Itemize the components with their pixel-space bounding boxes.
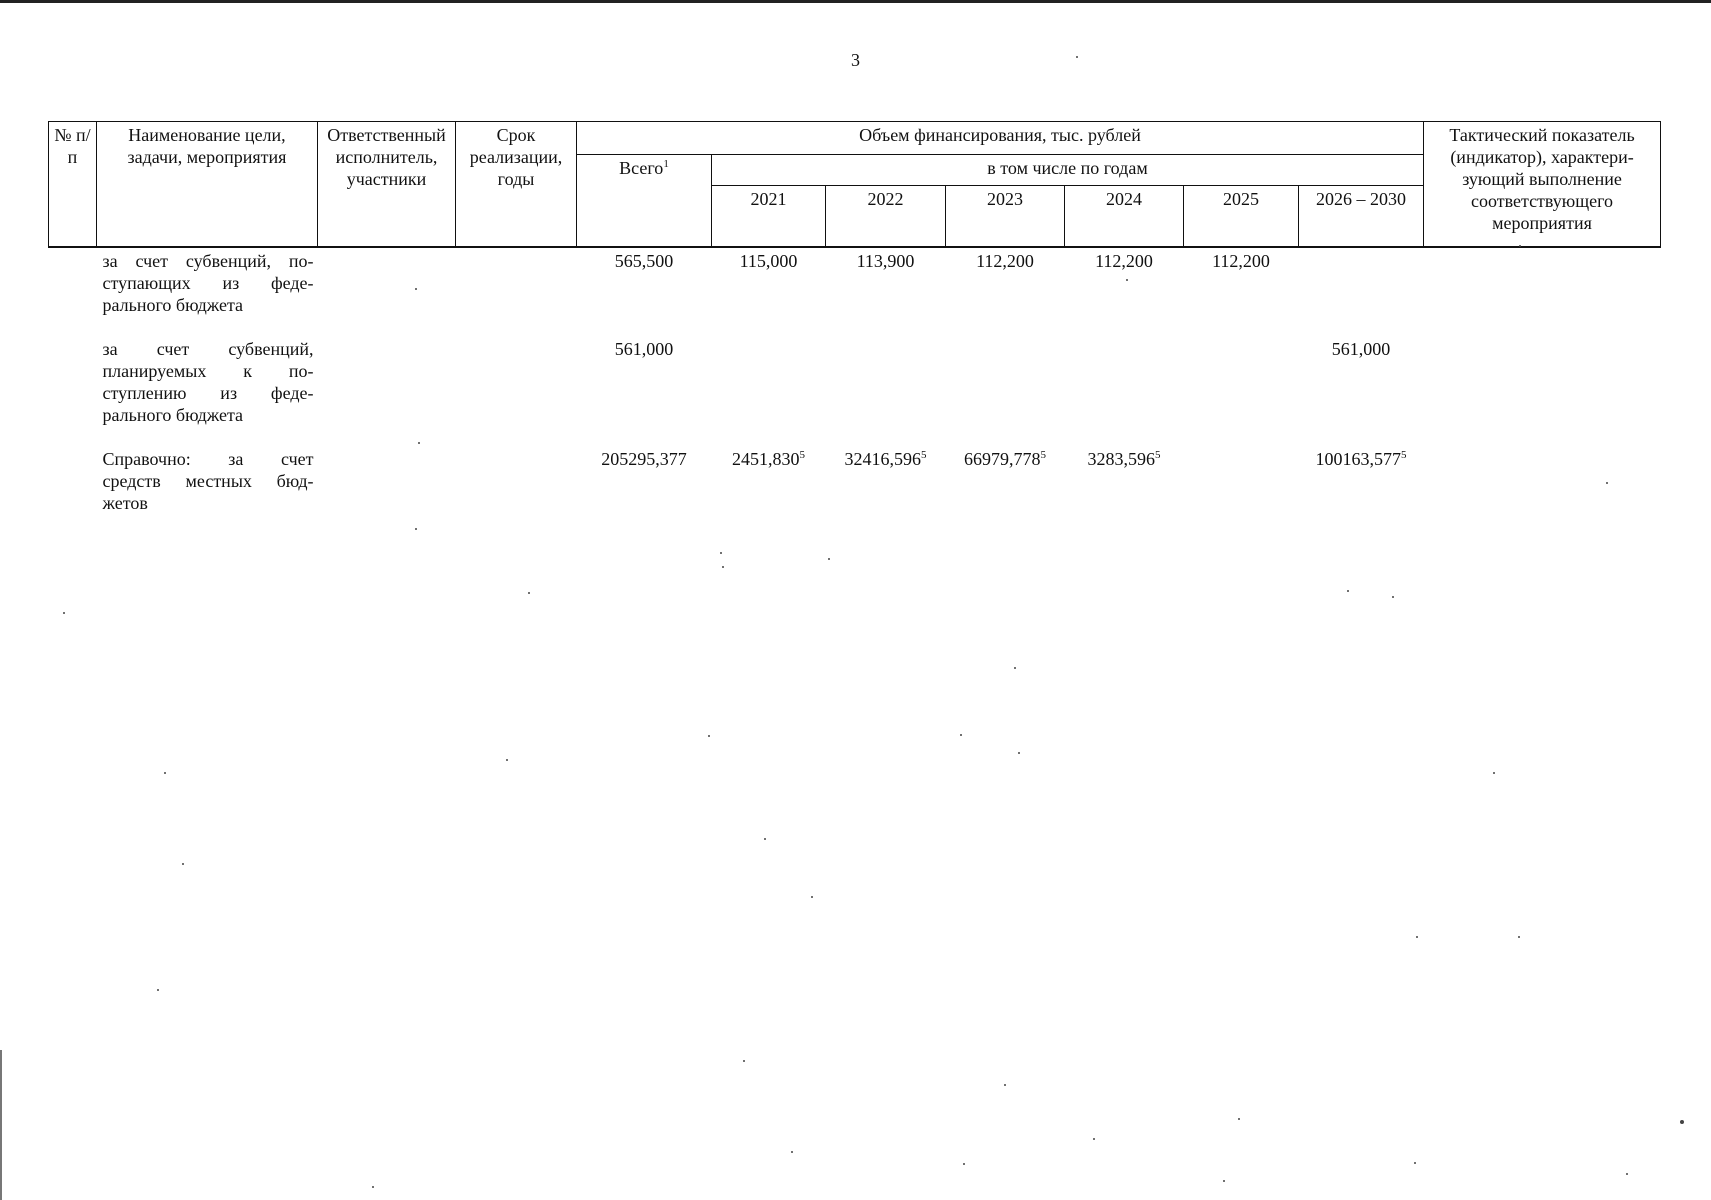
header-year: 2023 [946,186,1065,248]
year-cell [946,336,1065,446]
header-year: 2022 [826,186,946,248]
scan-speck [811,896,813,898]
year-cell [826,446,946,514]
name-line: средств местных бюд- [102,471,314,491]
year-cell [712,446,826,514]
year-footnote: 5 [1401,449,1407,461]
num-cell [49,446,97,514]
total-cell: 205295,377 [601,449,687,469]
name-line: Справочно: за счет [102,449,314,469]
year-footnote: 5 [1040,449,1046,461]
scan-speck [764,838,766,840]
scan-speck [1493,772,1495,774]
year-value: 66979,778 [964,449,1041,469]
scan-speck [1093,1138,1095,1140]
scan-speck [722,566,724,568]
header-year: 2021 [712,186,826,248]
scan-speck [960,734,962,736]
year-cell [712,336,826,446]
scan-speck [791,1151,793,1153]
header-total-label: Всего [619,158,664,178]
year-cell [1299,446,1424,514]
header-term: Срок реализации, годы [456,122,577,248]
num-cell [49,247,97,336]
scan-speck [1519,245,1521,247]
scan-speck [1626,1173,1628,1175]
name-line: за счет субвенций, [102,339,314,359]
scan-speck [963,1163,965,1165]
year-footnote: 5 [1155,449,1161,461]
year-cell [1184,336,1299,446]
header-year: 2026 – 2030 [1299,186,1424,248]
year-cell [1065,247,1184,336]
scan-speck [528,592,530,594]
scan-speck [1238,1118,1240,1120]
term-cell [456,446,577,514]
indicator-cell [1424,336,1661,446]
header-total-footnote: 1 [663,158,669,170]
year-footnote: 5 [921,449,927,461]
year-value: 3283,596 [1087,449,1155,469]
table-row [49,336,1661,446]
scan-speck [1392,596,1394,598]
header-by-years: в том числе по годам [712,155,1424,186]
scan-speck [1606,482,1608,484]
year-cell [1299,247,1424,336]
scan-speck [164,772,166,774]
name-line: ступающих из феде- [102,273,314,293]
name-line: рального бюджета [102,405,244,425]
top-border-line [0,0,1711,3]
term-cell [456,247,577,336]
scan-speck [1076,56,1078,58]
year-footnote: 5 [799,449,805,461]
responsible-cell [318,247,456,336]
indicator-cell [1424,446,1661,514]
year-cell [1065,336,1184,446]
year-value: 32416,596 [844,449,921,469]
scan-speck [1518,936,1520,938]
header-year: 2025 [1184,186,1299,248]
term-cell [456,336,577,446]
header-num: № п/п [49,122,97,248]
scan-speck [828,558,830,560]
header-total [577,155,712,248]
page-number: 3 [851,50,860,70]
scan-speck [415,288,417,290]
scan-speck [1223,1180,1225,1182]
scan-speck [182,863,184,865]
year-value: 112,200 [976,251,1034,271]
scan-speck [743,1060,745,1062]
scan-speck [1414,1162,1416,1164]
name-cell [97,446,318,514]
scan-speck [720,552,722,554]
header-responsible: Ответственный исполнитель, участники [318,122,456,248]
name-cell [97,336,318,446]
year-cell [826,336,946,446]
name-line: жетов [102,493,148,513]
scan-speck [506,759,508,761]
year-cell [1184,247,1299,336]
scan-speck [63,612,65,614]
header-year: 2024 [1065,186,1184,248]
year-value: 113,900 [856,251,915,271]
scan-speck [415,528,417,530]
name-line: планируемых к по- [102,361,314,381]
year-cell [1184,446,1299,514]
scan-speck [708,735,710,737]
scan-speck [1004,1084,1006,1086]
year-cell [946,247,1065,336]
scan-speck [1126,279,1128,281]
table-header [49,122,1661,248]
scan-edge-line [0,1050,2,1200]
total-cell: 565,500 [614,251,674,271]
name-cell [97,247,318,336]
scan-speck [1416,936,1418,938]
scan-speck [418,442,420,444]
year-value: 561,000 [1331,339,1391,359]
funding-table [48,121,1661,514]
year-cell [1065,446,1184,514]
scan-speck [157,989,159,991]
year-cell [946,446,1065,514]
year-value: 100163,577 [1315,449,1401,469]
year-value: 112,200 [1212,251,1270,271]
scan-speck [372,1186,374,1188]
scan-speck [1680,1120,1684,1124]
scan-speck [1347,590,1349,592]
indicator-cell [1424,247,1661,336]
table-body [49,247,1661,514]
year-value: 115,000 [739,251,798,271]
num-cell [49,336,97,446]
header-indicator: Тактический показатель (индикатор), характери-зующий выполнение соответствующего мероприятия [1424,122,1661,248]
header-name: Наименование цели, задачи, мероприятия [97,122,318,248]
year-cell [1299,336,1424,446]
name-line: ступлению из феде- [102,383,314,403]
year-cell [826,247,946,336]
year-value: 112,200 [1095,251,1153,271]
responsible-cell [318,446,456,514]
table-row [49,446,1661,514]
scan-speck [1018,752,1020,754]
year-value: 2451,830 [732,449,800,469]
table-row [49,247,1661,336]
name-line: за счет субвенций, по- [102,251,314,271]
responsible-cell [318,336,456,446]
name-line: рального бюджета [102,295,244,315]
scan-speck [1014,667,1016,669]
total-cell: 561,000 [614,339,674,359]
year-cell [712,247,826,336]
header-funding-group: Объем финансирования, тыс. рублей [577,122,1424,155]
